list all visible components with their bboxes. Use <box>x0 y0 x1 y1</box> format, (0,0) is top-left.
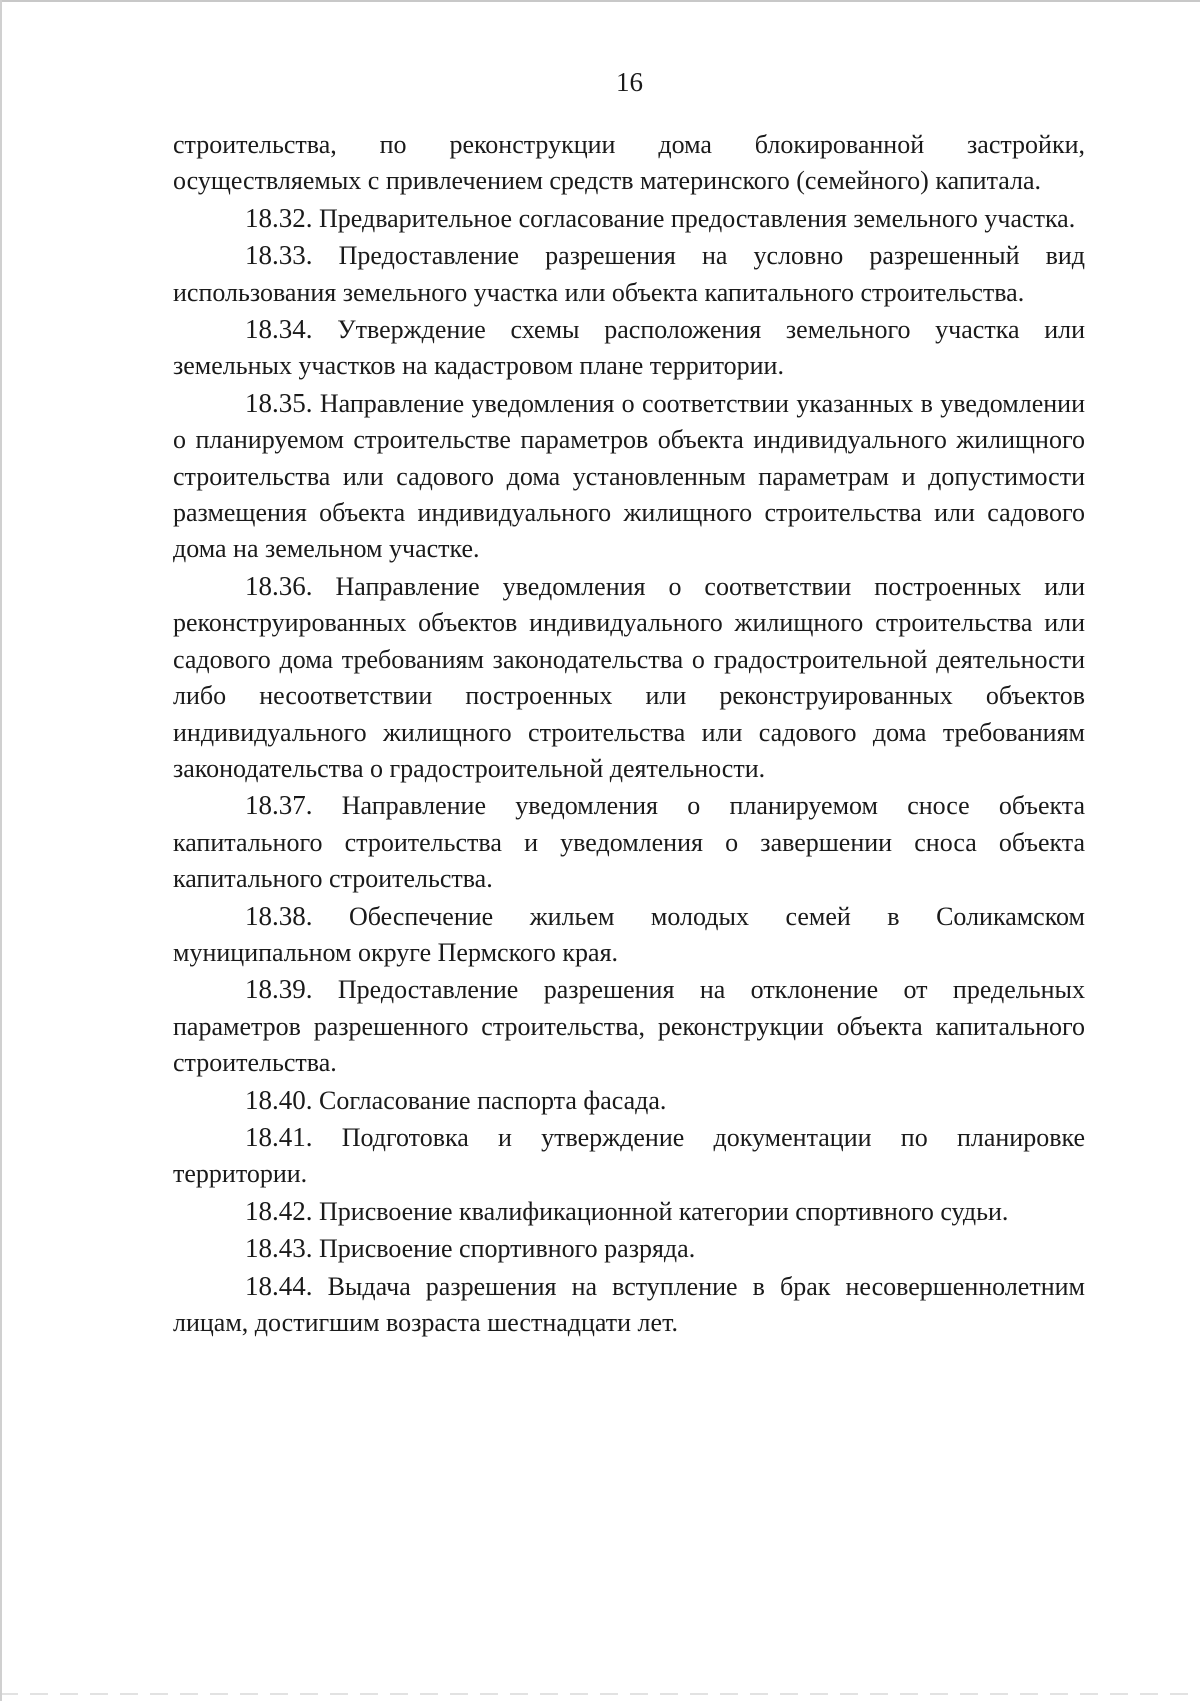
list-item <box>173 385 1085 568</box>
item-text: Выдача разрешения на вступление в брак несовершеннолетним лицам, достигшим возраста шестнадцати лет. <box>173 1271 1085 1337</box>
item-text: Направление уведомления о соответствии указанных в уведомлении о планируемом строительстве параметров объекта индивидуального жилищного строительства или садового дома установленным параметрам и допустимости размещения объекта индивидуального жилищного строительства или садового дома на земельном участке. <box>173 388 1086 564</box>
scan-edge-top <box>0 0 1200 2</box>
list-item <box>173 568 1085 787</box>
document-body <box>173 127 1085 1341</box>
scan-artifact-bottom <box>0 1693 1200 1695</box>
item-number: 18.44. <box>245 1270 313 1301</box>
list-item <box>173 971 1085 1081</box>
item-number: 18.33. <box>245 240 313 271</box>
list-item <box>173 1082 1085 1119</box>
list-item <box>173 1230 1085 1267</box>
continuation-paragraph: строительства, по реконструкции дома блокированной застройки, осуществляемых с привлечением средств материнского (семейного) капитала. <box>173 130 1085 196</box>
item-number: 18.41. <box>245 1121 313 1152</box>
item-text: Предоставление разрешения на отклонение от предельных параметров разрешенного строительства, реконструкции объекта капитального строительства. <box>173 975 1086 1078</box>
item-text: Утверждение схемы расположения земельного участка или земельных участков на кадастровом плане территории. <box>173 315 1086 381</box>
item-number: 18.43. <box>245 1233 313 1264</box>
scan-edge-left <box>0 0 2 1701</box>
list-item <box>173 1193 1085 1230</box>
item-text: Присвоение спортивного разряда. <box>319 1234 696 1264</box>
item-number: 18.34. <box>245 314 313 345</box>
page-number: 16 <box>616 67 643 97</box>
list-item <box>173 237 1085 311</box>
item-number: 18.32. <box>245 202 313 233</box>
item-number: 18.39. <box>245 974 313 1005</box>
item-number: 18.38. <box>245 900 313 931</box>
item-text: Обеспечение жильем молодых семей в Соликамском муниципальном округе Пермского края. <box>173 901 1085 967</box>
item-text: Направление уведомления о соответствии построенных или реконструированных объектов индивидуального жилищного строительства или садового дома требованиям законодательства о градостроительной деятельности либо несоответствии построенных или реконструированных объектов индивидуального жилищного строительства или садового дома требованиям законодательства о градостроительной деятельности. <box>173 571 1086 783</box>
list-item <box>173 787 1085 897</box>
item-text: Предварительное согласование предоставления земельного участка. <box>319 203 1076 233</box>
item-text: Подготовка и утверждение документации по планировке территории. <box>173 1122 1085 1189</box>
list-item <box>173 311 1085 385</box>
item-text: Направление уведомления о планируемом сносе объекта капитального строительства и уведомления о завершении сноса объекта капитального строительства. <box>173 791 1086 894</box>
item-number: 18.42. <box>245 1195 313 1226</box>
item-number: 18.35. <box>245 387 313 418</box>
item-text: Предоставление разрешения на условно разрешенный вид использования земельного участка или объекта капитального строительства. <box>173 241 1086 307</box>
item-number: 18.37. <box>245 790 313 821</box>
list-item <box>173 200 1085 237</box>
item-text: Присвоение квалификационной категории спортивного судьи. <box>319 1196 1009 1226</box>
list-item <box>173 1268 1085 1342</box>
list-item <box>173 1119 1085 1193</box>
item-text: Согласование паспорта фасада. <box>319 1085 667 1115</box>
item-number: 18.40. <box>245 1084 313 1115</box>
list-item <box>173 898 1085 972</box>
item-number: 18.36. <box>245 570 313 601</box>
